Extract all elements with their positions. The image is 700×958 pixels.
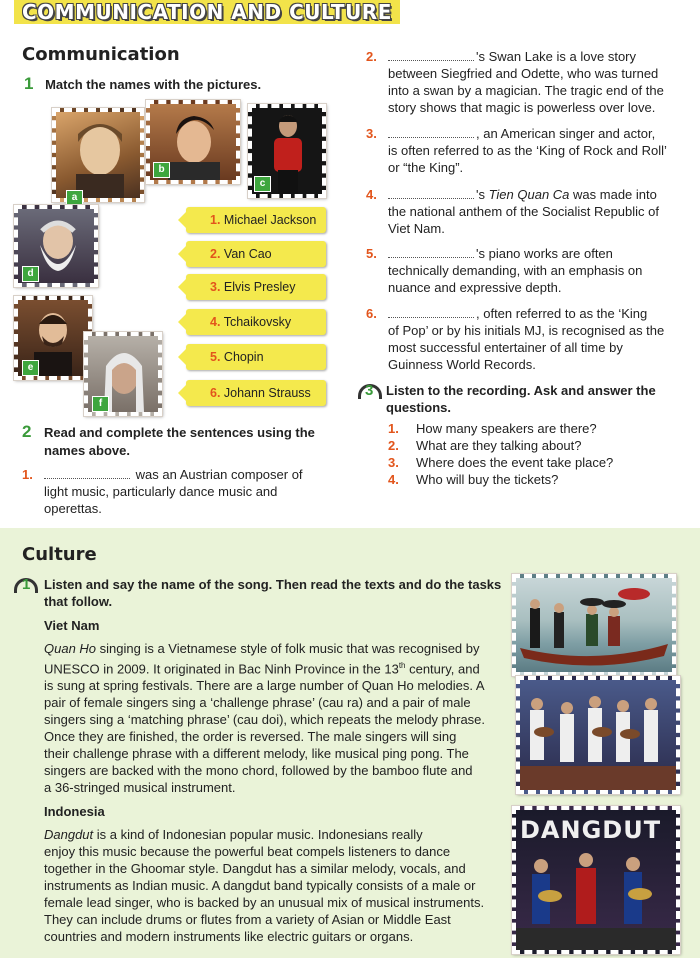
question-list [388,420,688,488]
stage-scene-illustration [520,680,676,790]
sentence-3: 3. , an American singer and actor, is often referred to as the ‘King of Rock and Roll’ or “the King”. [366,126,667,175]
quan-ho-stage-photo[interactable] [516,676,680,794]
vietnam-text: Quan Ho singing is a Vietnamese style of folk music that was recognised by UNESCO in 2009. It originated in Bac Ninh Province in the 13th century, and is sung at spring festivals. There are a large number of Quan Ho melodies. A pair of female singers sing a ‘challenge phrase’ (cau ra) and a pair of male singers sing a ‘matching phrase’ (cau doi), which repeats the melody phrase. Once they are finished, the order is reversed. The male singers will sing their challenge phrase with a different melody, like musical ping pong. The singers are backed with the mono chord, followed by the bamboo flute and a 36-stringed musical instrument. [44,641,486,796]
culture-title: Culture [22,544,97,565]
banner-text: COMMUNICATION AND CULTURE [22,0,392,24]
portrait-a-illustration [56,112,140,198]
name-tag: 3. Elvis Presley [186,274,326,300]
name-tag: 4. Tchaikovsky [186,309,326,335]
name-tag: 2. Van Cao [186,241,326,267]
communication-title: Communication [22,44,180,65]
sentence-4: 4. 's Tien Quan Ca was made into the national anthem of the Socialist Republic of Viet Nam. [366,187,660,236]
sentence-1: 1. was an Austrian composer of light music, particularly dance music and operettas. [22,467,303,516]
name-tag: 5. Chopin [186,344,326,370]
question-item: 4. Who will buy the tickets? [388,472,559,487]
name-tag: 6. Johann Strauss [186,380,326,406]
question-item: 3. Where does the event take place? [388,455,614,470]
dangdut-photo[interactable] [512,806,680,954]
label-d: d [22,266,39,282]
name-tag: 1. Michael Jackson [186,207,326,233]
quan-ho-boat-photo[interactable] [512,574,676,676]
dangdut-sign: DANGDUT [520,816,662,844]
answer-blank[interactable] [388,247,474,258]
answer-blank[interactable] [388,307,474,318]
vietnam-heading: Viet Nam [44,618,100,633]
indonesia-text: Dangdut is a kind of Indonesian popular music. Indonesians really enjoy this music because the powerful beat compels listeners to dance together in the Ghoomar style. Dangdut has a similar melody, vocals, and instruments as Indian music. A dangdut band typically consists of a male or female lead singer, who is backed by an unusual mix of musical instruments. They can include drums or flutes from a variety of Asian or Middle East countries and modern instruments like electric guitars or organs. [44,827,485,944]
answer-blank[interactable] [44,468,130,479]
question-item: 1. How many speakers are there? [388,421,597,436]
exercise-1-heading: 1 Match the names with the pictures. [24,74,262,93]
boat-scene-illustration [516,578,672,672]
label-f: f [92,396,109,412]
question-item: 2. What are they talking about? [388,438,582,453]
label-b: b [153,162,170,178]
exercise-2-heading: 2 Read and complete the sentences using the names above. [22,422,315,458]
answer-blank[interactable] [388,127,474,138]
picture-a[interactable] [52,108,144,202]
answer-blank[interactable] [388,50,474,61]
answer-blank[interactable] [388,188,474,199]
label-a: a [66,190,83,206]
section-banner [14,0,400,24]
sentence-6: 6. , often referred to as the ‘King of Pop’ or by his initials MJ, is recognised as the most successful entertainer of all time by Guinness World Records. [366,306,665,372]
sentence-5: 5. 's piano works are often technically demanding, with an emphasis on nuance and expressive depth. [366,246,643,295]
sentence-2: 2. 's Swan Lake is a love story between Siegfried and Odette, who was turned into a swan by a magician. The tragic end of the story shows that magic is powerless over love. [366,49,664,115]
indonesia-heading: Indonesia [44,804,105,819]
label-e: e [22,360,39,376]
label-c: c [254,176,271,192]
dangdut-scene-illustration [516,810,676,950]
